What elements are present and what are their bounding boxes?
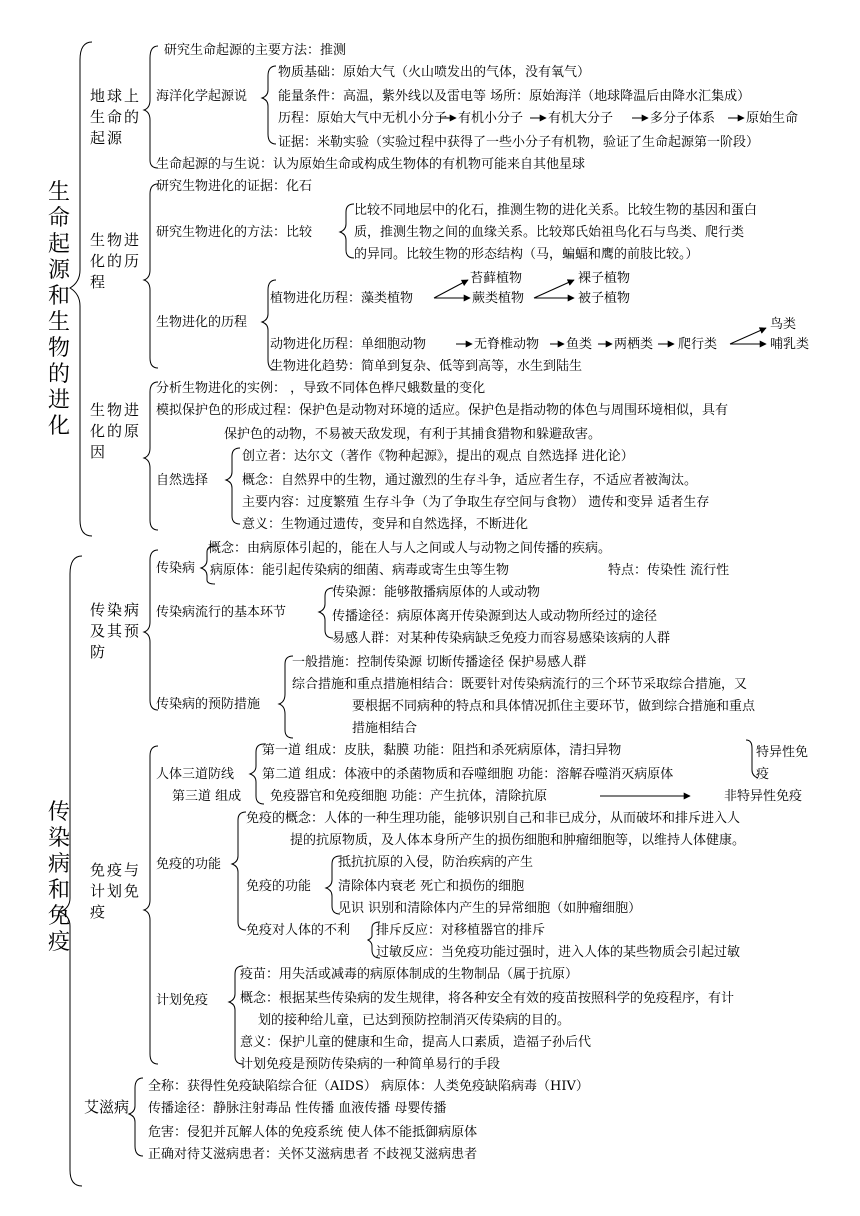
- section-immunity: 免疫与计划免疫: [90, 861, 142, 921]
- founder: 创立者：达尔文（著作《物种起源》，提出的观点 自然选择 进化论）: [242, 449, 634, 464]
- first-line: 第一道 组成：皮肤，黏膜 功能：阻挡和杀死病原体，清扫异物: [262, 743, 622, 758]
- aids-route: 传播途径：静脉注射毒品 性传播 血液传播 母婴传播: [148, 1101, 447, 1116]
- process-prefix: 历程：原始大气中无机小分子: [278, 111, 448, 126]
- process-step: 有机小分子: [458, 111, 524, 126]
- rejection: 排斥反应：对移植器官的排斥: [376, 923, 546, 938]
- aids-harm: 危害：侵犯并瓦解人体的免疫系统 使人体不能抵御病原体: [148, 1125, 478, 1140]
- moth-example: 分析生物进化的实例： ，导致不同体色桦尺蛾数量的变化: [156, 381, 486, 396]
- ocean-theory-label: 海洋化学起源说: [156, 89, 248, 104]
- animal-step: 鱼类: [566, 337, 593, 352]
- plan-meaning: 意义：保护儿童的健康和生命，提高人口素质，造福子孙后代: [240, 1035, 592, 1050]
- combined-measures: 要根据不同病种的特点和具体情况抓住主要环节，做到综合措施和重点: [352, 699, 756, 714]
- section-origin: 地球上生命的起源: [90, 87, 142, 147]
- selection-meaning: 意义：生物通过遗传，变异和自然选择，不断进化: [242, 517, 529, 532]
- process-step: 多分子体系: [650, 111, 716, 126]
- immunity-concept: 免疫的概念：人体的一种生理功能，能够识别自己和非已成分，从而破坏和排斥进入人: [246, 811, 741, 826]
- allergy: 过敏反应：当免疫功能过强时，进入人体的某些物质会引起过敏: [376, 945, 741, 960]
- function-surveillance: 见识 识别和清除体内产生的异常细胞（如肿瘤细胞）: [338, 901, 642, 916]
- combined-measures: 措施相结合: [352, 721, 418, 736]
- energy-condition: 能量条件：高温，紫外线以及雷电等 场所：原始海洋（地球降温后由降水汇集成）: [278, 89, 751, 104]
- process-step: 原始生命: [746, 111, 799, 126]
- animal-step: 爬行类: [678, 337, 718, 352]
- section-cause: 生物进化的原因: [90, 401, 142, 461]
- disease-feature: 特点：传染性 流行性: [608, 563, 730, 578]
- process-step: 有机大分子: [548, 111, 614, 126]
- immunity-function-sub: 免疫的功能: [246, 879, 312, 894]
- plan-label: 计划免疫: [156, 993, 209, 1008]
- susceptible-group: 易感人群：对某种传染病缺乏免疫力而容易感染该病的人群: [332, 631, 671, 646]
- prevention-label: 传染病的预防措施: [156, 697, 261, 712]
- infection-source: 传染源：能够散播病原体的人或动物: [332, 585, 541, 600]
- selection-concept: 概念：自然界中的生物，通过激烈的生存斗争，适应者生存，不适应者被淘汰。: [242, 473, 698, 488]
- topic-disease-immunity: 传染病和免疫: [47, 800, 70, 955]
- selection-content: 主要内容：过度繁殖 生存斗争（为了争取生存空间与食物） 遗传和变异 适者生存: [242, 495, 710, 510]
- panspermia-theory: 生命起源的与生说：认为原始生命或构成生物体的有机物可能来自其他星球: [156, 157, 586, 172]
- second-line: 第二道 组成：体液中的杀菌物质和吞噬细胞 功能：溶解吞噬消灭病原体: [262, 767, 674, 782]
- mammal: 哺乳类: [770, 337, 810, 352]
- defense-lines-label: 人体三道防线: [156, 767, 235, 782]
- topic-origin-evolution: 生命起源和生物的进化: [47, 180, 70, 439]
- protective-color-2: 保护色的动物，不易被天敌发现，有利于其捕食猎物和躲避敌害。: [224, 427, 602, 442]
- disease-label: 传染病: [156, 561, 196, 576]
- third-line-label: 第三道 组成: [172, 789, 242, 804]
- evolution-trend: 生物进化趋势：简单到复杂、低等到高等，水生到陆生: [270, 359, 583, 374]
- angiosperm: 被子植物: [578, 291, 631, 306]
- transmission-route: 传播途径：病原体离开传染源到达人或动物所经过的途径: [332, 609, 658, 624]
- bird: 鸟类: [770, 317, 797, 332]
- function-clear: 清除体内衰老 死亡和损伤的细胞: [338, 879, 525, 894]
- pathogen: 病原体：能引起传染病的细菌、病毒或寄生虫等生物: [210, 563, 510, 578]
- third-line: 免疫器官和免疫细胞 功能：产生抗体，清除抗原: [270, 789, 548, 804]
- section-disease: 传染病及其预防: [90, 601, 142, 661]
- comparison-line: 比较不同地层中的化石，推测生物的进化关系。比较生物的基因和蛋白: [354, 203, 758, 218]
- section-history: 生物进化的历程: [90, 231, 142, 291]
- function-resist: 抵抗抗原的入侵，防治疾病的产生: [338, 855, 534, 870]
- plan-note: 计划免疫是预防传染病的一种简单易行的手段: [240, 1057, 501, 1072]
- comparison-label: 研究生物进化的方法：比较: [156, 225, 313, 240]
- disease-concept: 概念：由病原体引起的，能在人与人之间或人与动物之间传播的疾病。: [208, 541, 612, 556]
- combined-measures: 综合措施和重点措施相结合：既要针对传染病流行的三个环节采取综合措施，又: [292, 677, 748, 692]
- animal-step: 两栖类: [614, 337, 654, 352]
- general-measures: 一般措施：控制传染源 切断传播途径 保护易感人群: [292, 655, 587, 670]
- evolution-evidence: 研究生物进化的证据：化石: [156, 179, 313, 194]
- course-label: 生物进化的历程: [156, 315, 248, 330]
- links-label: 传染病流行的基本环节: [156, 605, 287, 620]
- natural-selection-label: 自然选择: [156, 473, 209, 488]
- animal-label: 动物进化历程：单细胞动物: [270, 337, 427, 352]
- material-basis: 物质基础：原始大气（火山喷发出的气体，没有氧气）: [278, 65, 591, 80]
- gymnosperm: 裸子植物: [578, 271, 631, 286]
- comparison-line: 质，推测生物之间的血缘关系。比较郑氏始祖鸟化石与鸟类、爬行类: [354, 225, 745, 240]
- adverse-label: 免疫对人体的不利: [246, 923, 351, 938]
- section-aids: 艾滋病: [84, 1098, 130, 1116]
- aids-fullname: 全称：获得性免疫缺陷综合征（AIDS） 病原体：人类免疫缺陷病毒（HIV）: [148, 1079, 589, 1094]
- plan-concept: 划的接种给儿童，已达到预防控制消灭传染病的目的。: [258, 1013, 571, 1028]
- specific-immunity: 特异性免疫: [756, 745, 809, 782]
- plan-concept: 概念：根据某些传染病的发生规律，将各种安全有效的疫苗按照科学的免疫程序，有计: [240, 991, 735, 1006]
- miller-proof: 证据：米勒实验（实验过程中获得了一些小分子有机物，验证了生命起源第一阶段）: [278, 135, 760, 150]
- immunity-function-label: 免疫的功能: [156, 857, 222, 872]
- vaccine: 疫苗：用失活或减毒的病原体制成的生物制品（属于抗原）: [240, 967, 579, 982]
- moss: 苔藓植物: [470, 271, 523, 286]
- aids-attitude: 正确对待艾滋病患者：关怀艾滋病患者 不歧视艾滋病患者: [148, 1147, 478, 1162]
- immunity-concept: 提的抗原物质，及人体本身所产生的损伤细胞和肿瘤细胞等，以维持人体健康。: [290, 833, 746, 848]
- animal-step: 无脊椎动物: [474, 337, 540, 352]
- protective-color-1: 模拟保护色的形成过程：保护色是动物对环境的适应。保护色是指动物的体色与周围环境相似，具有: [156, 403, 729, 418]
- fern: 蕨类植物: [472, 291, 525, 306]
- origin-method: 研究生命起源的主要方法：推测: [164, 43, 347, 58]
- comparison-line: 的异同。比较生物的形态结构（马，蝙蝠和鹰的前肢比较。）: [354, 247, 699, 262]
- nonspecific-immunity: 非特异性免疫: [724, 789, 803, 804]
- plant-label: 植物进化历程：藻类植物: [270, 291, 414, 306]
